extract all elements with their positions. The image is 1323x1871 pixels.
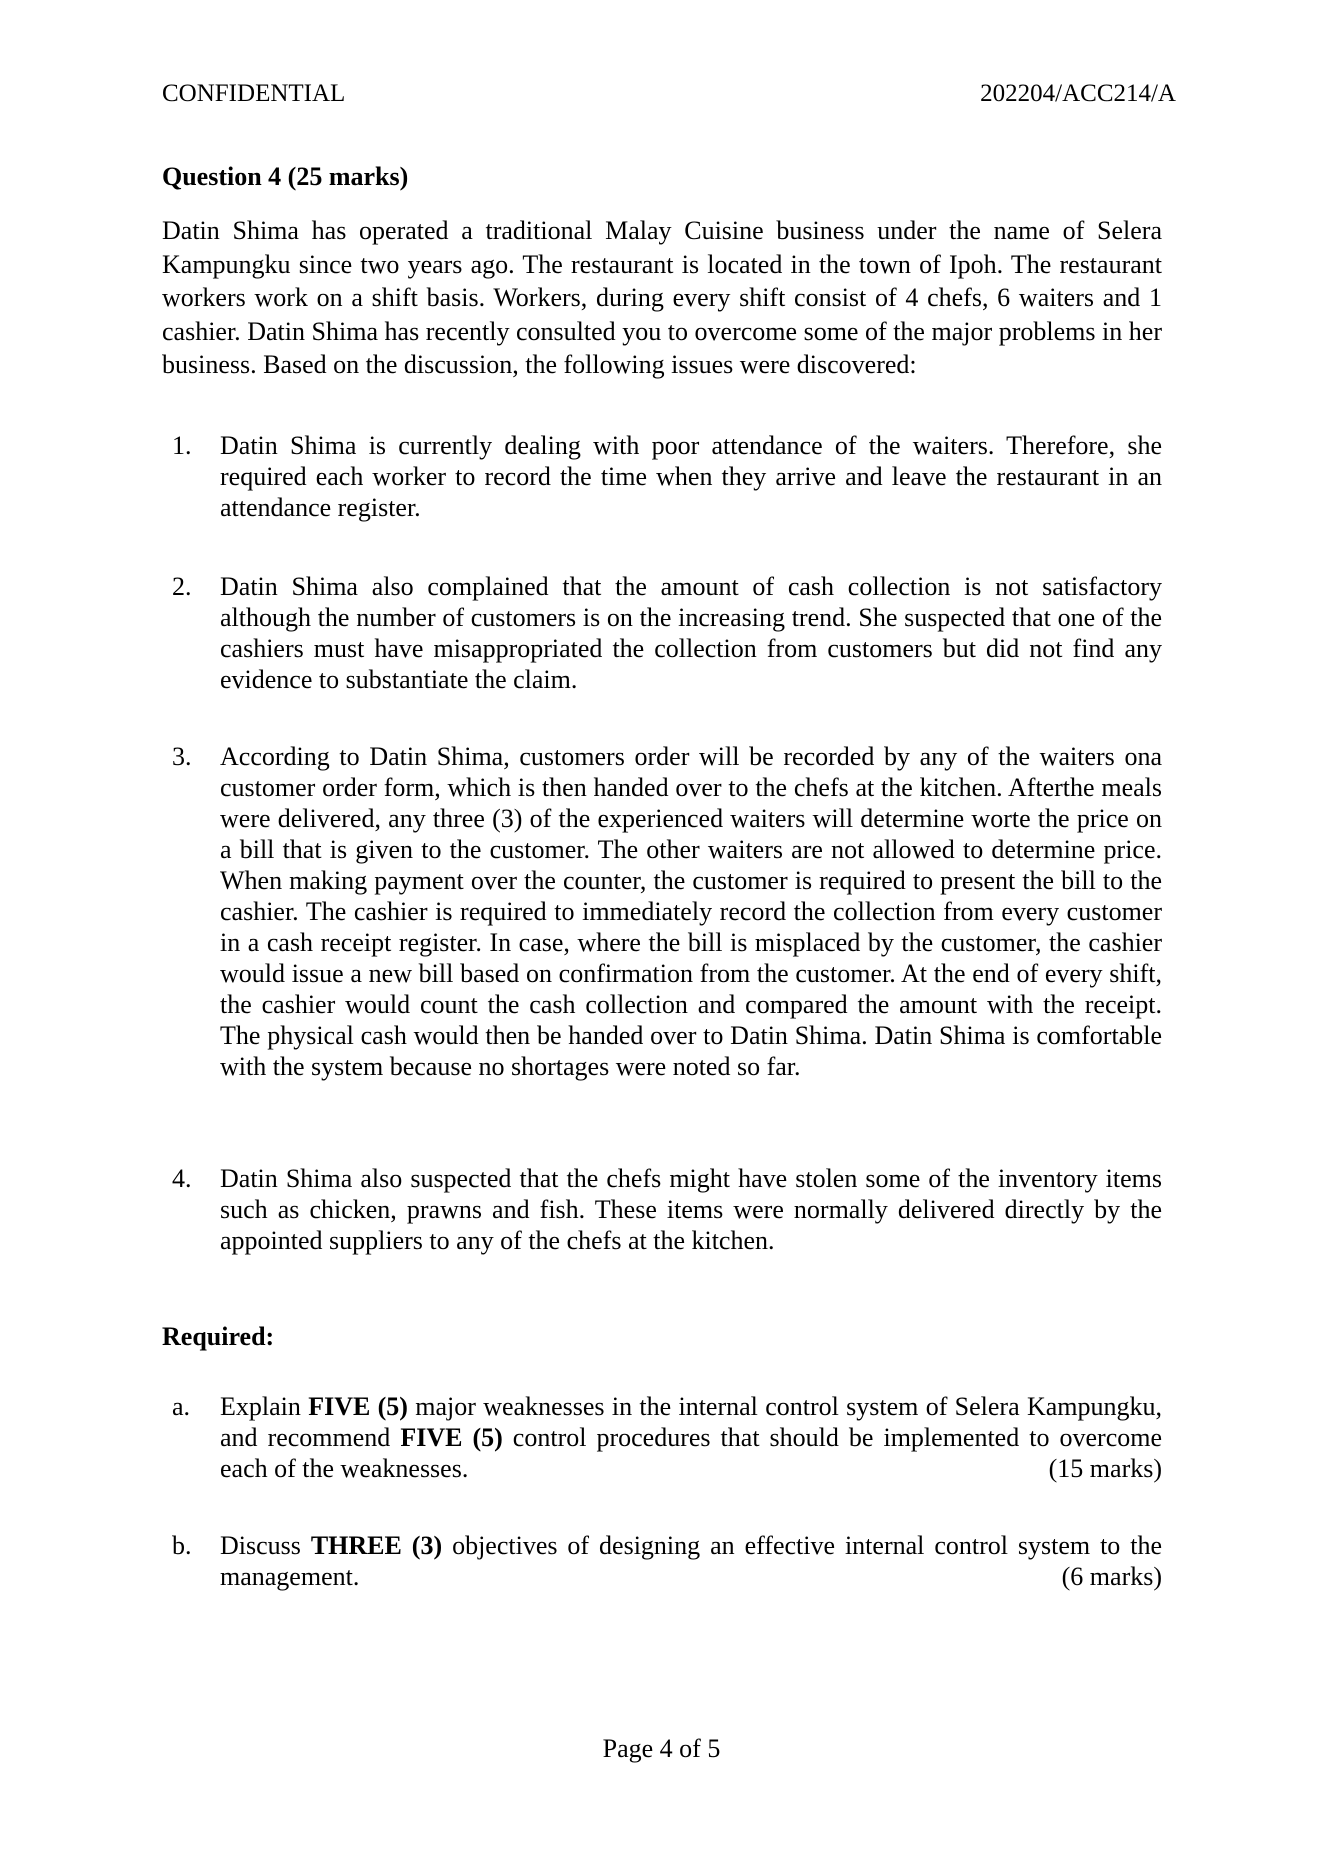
part-emphasis: FIVE (5) [400, 1423, 503, 1452]
part-emphasis: THREE (3) [310, 1531, 443, 1560]
part-b [162, 1530, 1162, 1592]
part-text-segment: Explain [220, 1392, 309, 1421]
issue-text: Datin Shima also complained that the amount of cash collection is not satisfactory although the number of customers is on the increasing trend. She suspected that one of the cashiers must have misappropriated the collection from customers but did not find any evidence to substantiate the claim. [220, 572, 1162, 694]
paper-code: 202204/ACC214/A [980, 80, 1176, 107]
issue-item-2 [162, 571, 1162, 695]
page-number: Page 4 of 5 [602, 1734, 721, 1763]
part-text-segment: objectives of designing an effective internal control system to the management. [220, 1531, 1163, 1591]
part-a [162, 1391, 1162, 1484]
issue-item-3 [162, 741, 1162, 1082]
issue-text: Datin Shima also suspected that the chefs might have stolen some of the inventory items such as chicken, prawns and fish. These items were normally delivered directly by the appointed suppliers to any of the chefs at the kitchen. [220, 1164, 1162, 1255]
question-title: Question 4 (25 marks) [162, 162, 409, 191]
part-text-segment: Discuss [220, 1531, 311, 1560]
required-heading: Required: [162, 1322, 275, 1351]
part-letter: a. [172, 1392, 191, 1421]
issue-number: 1. [172, 431, 192, 460]
marks-allocation: (15 marks) [1048, 1454, 1162, 1483]
issue-text: According to Datin Shima, customers order will be recorded by any of the waiters ona customer order form, which is then handed over to the chefs at the kitchen. Afterthe meals were delivered, any three (3) of the experienced waiters will determine worte the price on a bill that is given to the customer. The other waiters are not allowed to determine price. When making payment over the counter, the customer is required to present the bill to the cashier. The cashier is required to immediately record the collection from every customer in a cash receipt register. In case, where the bill is misplaced by the customer, the cashier would issue a new bill based on confirmation from the customer. At the end of every shift, the cashier would count the cash collection and compared the amount with the receipt. The physical cash would then be handed over to Datin Shima. Datin Shima is comfortable with the system because no shortages were noted so far. [220, 742, 1162, 1081]
part-text-segment: control procedures that should be implemented to overcome each of the weaknesses. [220, 1423, 1162, 1483]
part-text [220, 1391, 1162, 1484]
part-text [220, 1530, 1162, 1592]
part-letter: b. [172, 1531, 192, 1560]
issue-item-1 [162, 430, 1162, 523]
confidential-label: CONFIDENTIAL [162, 80, 346, 107]
issue-item-4 [162, 1163, 1162, 1256]
part-text-segment: major weaknesses in the internal control system of Selera Kampungku, and recommend [220, 1392, 1162, 1452]
issue-number: 3. [172, 742, 192, 771]
issue-text: Datin Shima is currently dealing with poor attendance of the waiters. Therefore, she required each worker to record the time when they arrive and leave the restaurant in an attendance register. [220, 431, 1162, 522]
question-intro: Datin Shima has operated a traditional Malay Cuisine business under the name of Selera Kampungku since two years ago. The restaurant is located in the town of Ipoh. The restaurant workers work on a shift basis. Workers, during every shift consist of 4 chefs, 6 waiters and 1 cashier. Datin Shima has recently consulted you to overcome some of the major problems in her business. Based on the discussion, the following issues were discovered: [162, 216, 1162, 380]
marks-allocation: (6 marks) [1061, 1562, 1162, 1591]
part-emphasis: FIVE (5) [308, 1392, 408, 1421]
issue-number: 2. [172, 572, 192, 601]
issue-number: 4. [172, 1164, 192, 1193]
